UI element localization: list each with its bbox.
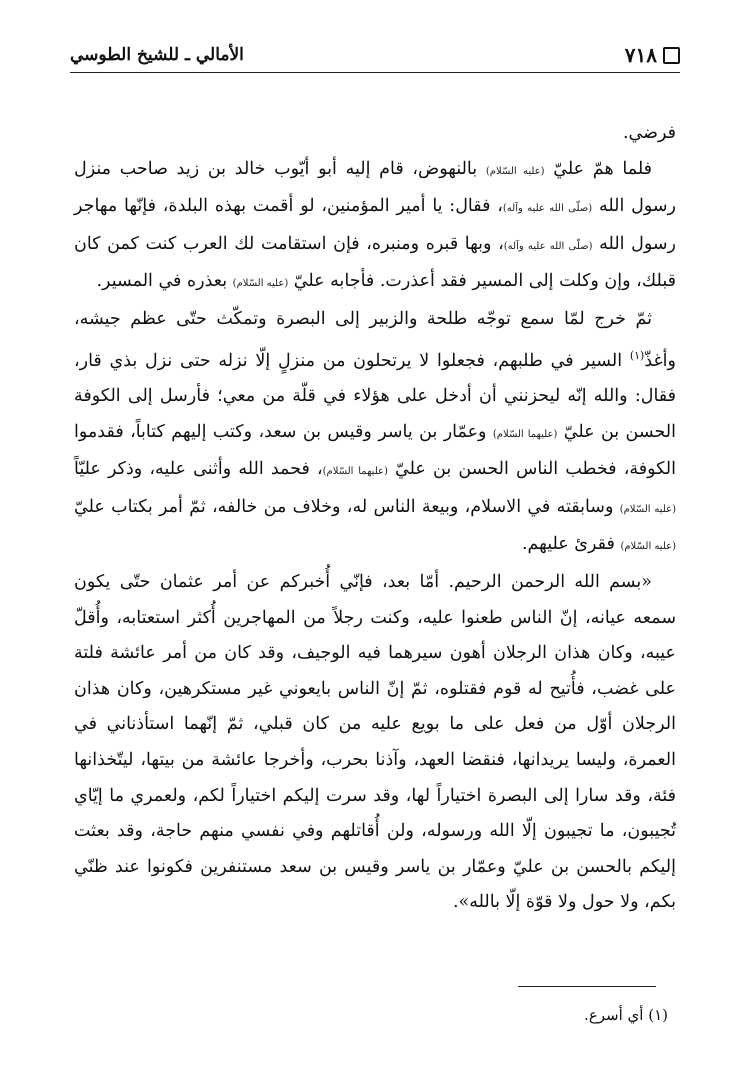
running-title: الأمالي ـ للشيخ الطوسي (70, 45, 244, 65)
honorific: (عليهما السّلام) (322, 466, 388, 478)
honorific: (عليه السّلام) (232, 278, 289, 290)
footnote: (١) أي أسرع. (584, 1006, 668, 1024)
text-run: بالنهوض، قام إليه أبو أيّوب خالد بن زيد صاحب منزل رسول الله (74, 158, 676, 217)
honorific: (عليه السّلام) (620, 541, 676, 553)
honorific: (صلّى الله عليه وآله) (502, 203, 593, 215)
square-outline-icon (663, 47, 680, 64)
footnote-marker: (١) (629, 348, 645, 362)
text-run: «بسم الله الرحمن الرحيم. أمّا بعد، فإنّي أُخبركم عن أمر عثمان حتّى يكون سمعه عيانه، إنّ الناس طعنوا عليه، وكنت رجلاً من المهاجرين أُكثر استعتابه، وأُقلّ عيبه، وكان هذان الرجلان أهون سيرهما فيه الوجيف، وقد كان من أمر عائشة فلتة على غضب، فأُتيح له قوم فقتلوه، ثمّ إنّ الناس بايعوني غير مستكرهين، وكان هذان الرجلان أوّل من فعل على ما بويع عليه من كان قبلي، ثمّ إنّهما استأذناني في العمرة، وليسا يريدانها، فنقضا العهد، وآذنا بحرب، وأخرجا عائشة من بيتها، ليتّخذانها فئة، وقد سارا إلى البصرة اختياراً لها، وقد سرت إليكم اختياراً لكم، ولعمري ما إيّاي تُجيبون، ما تجيبون إلّا الله ورسوله، ولن أُقاتلهم وفي نفسي منهم حاجة، وقد بعثت إليكم بالحسن بن عليّ وعمّار بن ياسر وقيس بن سعد مستنفرين فكونوا عند ظنّي بكم، ولا حول ولا قوّة إلّا بالله». (74, 571, 676, 913)
text-run: السير في طلبهم، فجعلوا لا يرتحلون من منزلٍ إلّا نزله حتى نزل بذي قار، فقال: والله إنّه ليحزنني أن أدخل على هؤلاء في قلّة من معي؛ فأرسل إلى الكوفة الحسن بن عليّ (74, 350, 676, 442)
body-text (74, 116, 676, 921)
honorific: (عليه السّلام) (485, 165, 545, 177)
honorific: (عليه السّلام) (619, 503, 676, 515)
honorific: (صلّى الله عليه وآله) (503, 240, 593, 252)
paragraph-3 (74, 565, 676, 921)
page-number: ٧١٨ (624, 43, 657, 67)
text-run: ، وبها قبره ومنبره، فإن استقامت لك العرب كنت كمن كان قبلك، وإن وكلت إلى المسير فقد أعذرت. فأجابه عليّ (74, 233, 676, 292)
paragraph-0 (74, 116, 676, 152)
honorific: (عليهما السّلام) (492, 428, 558, 440)
text-run: فلما همّ عليّ (544, 158, 653, 179)
page-header (70, 38, 680, 73)
text-run: ، فحمد الله وأثنى عليه، وذكر عليّاً (74, 459, 323, 480)
text-run: وعمّار بن ياسر وقيس بن سعد، وكتب إليهم كتاباً، فقدموا الكوفة، فخطب الناس الحسن بن عليّ (74, 421, 676, 480)
paragraph-1 (74, 152, 676, 302)
text-run: فقرئ عليهم. (521, 534, 621, 555)
text-run: فرضي. (622, 123, 676, 143)
text-run: بعذره في المسير. (96, 271, 233, 292)
footnote-divider (518, 986, 656, 987)
text-run: ، فقال: يا أمير المؤمنين، لو أقمت بهذه البلدة، فإنّها مهاجر رسول الله (74, 196, 676, 254)
page-number-group (625, 43, 680, 67)
text-run: وسابقته في الاسلام، وبيعة الناس له، وخلاف من خالفه، ثمّ أمر بكتاب عليّ (74, 496, 620, 517)
paragraph-2 (74, 302, 676, 565)
text-run: ثمّ خرج لمّا سمع توجّه طلحة والزبير إلى البصرة وتمكّث حتّى عظم جيشه، وأغذّ (74, 308, 676, 371)
